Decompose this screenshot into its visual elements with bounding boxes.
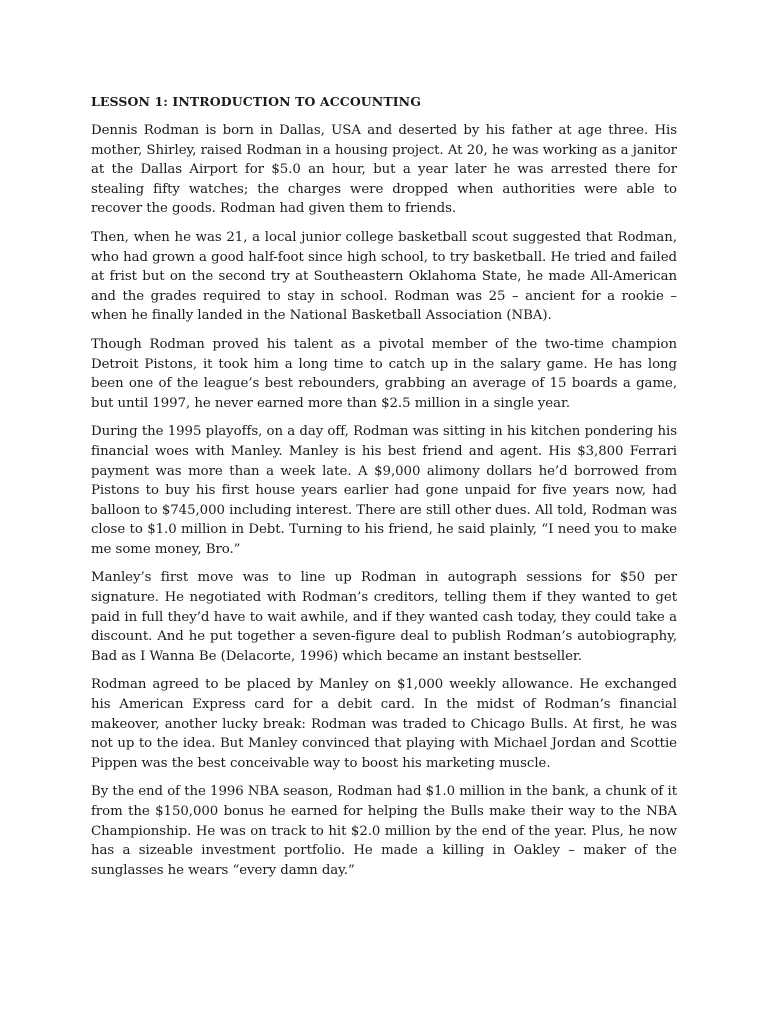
paragraph-4: During the 1995 playoffs, on a day off, Rodman was sitting in his kitchen pondering his financial woes with Manley. Manley is his best friend and agent. His $3,800 Ferrari payment was more than a week late. A $9,000 alimony dollars he’d borrowed from Pistons to buy his first house years earlier had gone unpaid for five years now, had balloon to $745,000 including interest. There are still other dues. All told, Rodman was close to $1.0 million in Debt. Turning to his friend, he said plainly, “I need you to make me some money, Bro.”: [91, 424, 677, 557]
document-page: [91, 93, 677, 889]
paragraph-1: Dennis Rodman is born in Dallas, USA and deserted by his father at age three. His mother, Shirley, raised Rodman in a housing project. At 20, he was working as a janitor at the Dallas Airport for $5.0 an hour, but a year later he was arrested there for stealing fifty watches; the charges were dropped when authorities were able to recover the goods. Rodman had given them to friends.: [91, 123, 677, 217]
paragraph-7: By the end of the 1996 NBA season, Rodman had $1.0 million in the bank, a chunk of it from the $150,000 bonus he earned for helping the Bulls make their way to the NBA Championship. He was on track to hit $2.0 million by the end of the year. Plus, he now has a sizeable investment portfolio. He made a killing in Oakley – maker of the sunglasses he wears “every damn day.”: [91, 784, 677, 878]
paragraph-3: Though Rodman proved his talent as a pivotal member of the two-time champion Detroit Pistons, it took him a long time to catch up in the salary game. He has long been one of the league’s best rebounders, grabbing an average of 15 boards a game, but until 1997, he never earned more than $2.5 million in a single year.: [91, 336, 677, 411]
paragraph-2: Then, when he was 21, a local junior college basketball scout suggested that Rodman, who had grown a good half-foot since high school, to try basketball. He tried and failed at frist but on the second try at Southeastern Oklahoma State, he made All-American and the grades required to stay in school. Rodman was 25 – ancient for a rookie – when he finally landed in the National Basketball Association (NBA).: [91, 229, 677, 324]
paragraph-5: Manley’s first move was to line up Rodman in autograph sessions for $50 per signature. He negotiated with Rodman’s creditors, telling them if they wanted to get paid in full they’d have to wait awhile, and if they wanted cash today, they could take a discount. And he put together a seven-figure deal to publish Rodman’s autobiography, Bad as I Wanna Be (Delacorte, 1996) which became an instant bestseller.: [91, 570, 677, 664]
lesson-heading: LESSON 1: INTRODUCTION TO ACCOUNTING: [91, 94, 421, 109]
paragraph-6: Rodman agreed to be placed by Manley on $1,000 weekly allowance. He exchanged his American Express card for a debit card. In the midst of Rodman’s financial makeover, another lucky break: Rodman was traded to Chicago Bulls. At first, he was not up to the idea. But Manley convinced that playing with Michael Jordan and Scottie Pippen was the best conceivable way to boost his marketing muscle.: [91, 677, 677, 771]
